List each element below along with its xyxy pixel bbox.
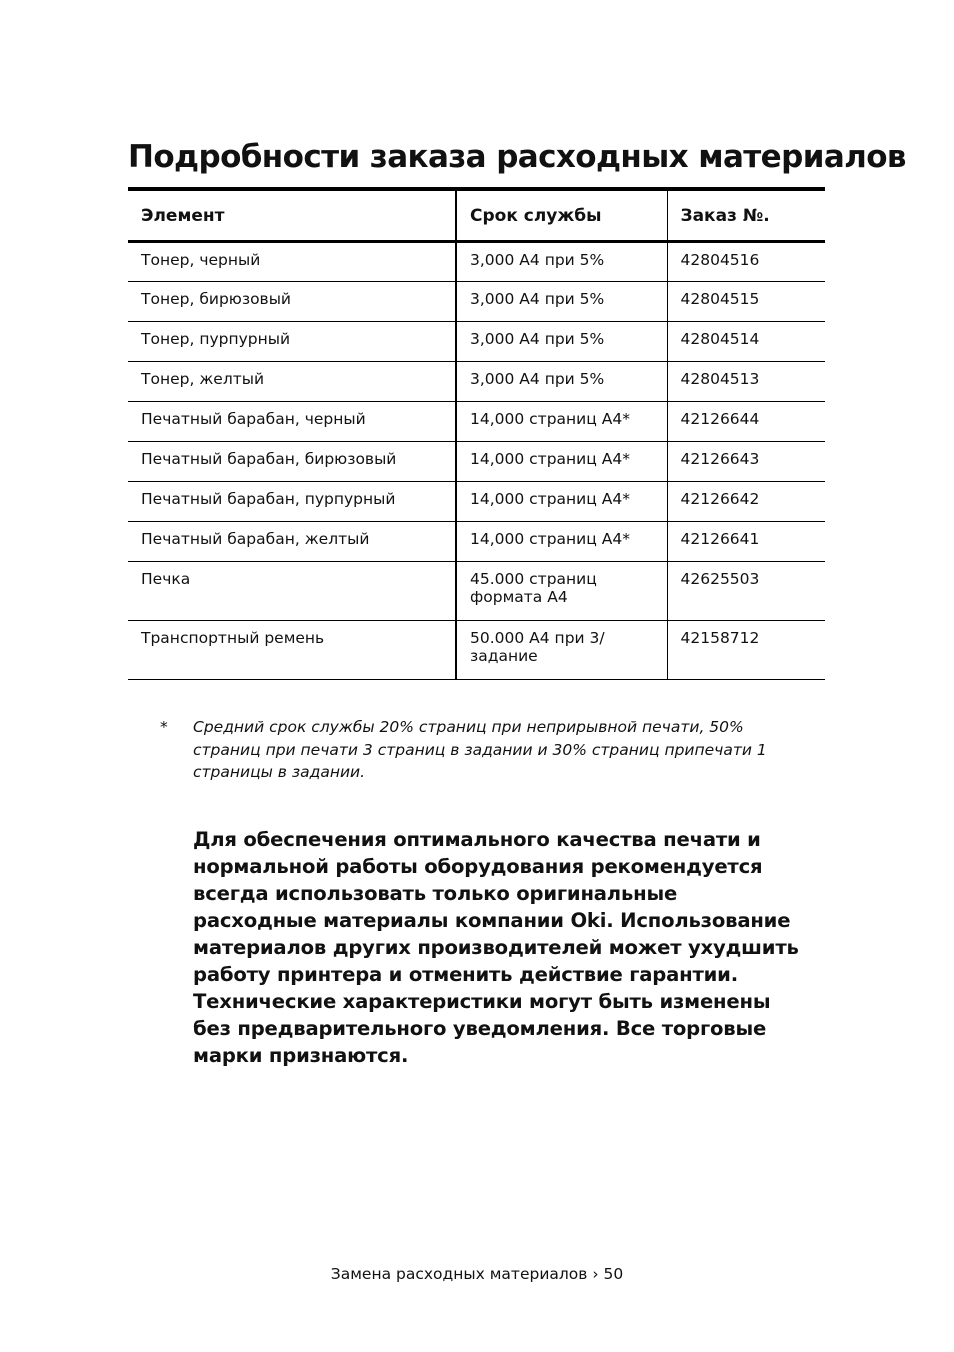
cell-order-no: 42126641 [680, 530, 760, 548]
notice-paragraph: Для обеспечения оптимального качества печати и нормальной работы оборудования рекомендуется всегда использовать только оригинальные расходные материалы компании Oki. Использование материалов других производителей может ухудшить работу принтера и отменить действие гарантии. Технические характеристики могут быть изменены без предварительного уведомления. Все торговые марки признаются. [193, 827, 799, 1067]
table-row [128, 621, 825, 680]
cell-lifetime: 3,000 A4 при 5% [456, 282, 667, 322]
cell-order-no: 42804516 [680, 251, 760, 269]
cell-order-no: 42625503 [680, 570, 760, 588]
footnote-text: Средний срок службы 20% страниц при неприрывной печати, 50% страниц при печати 3 страниц в задании и 30% страниц припечати 1 страницы в задании. [193, 718, 767, 781]
footnote [160, 716, 800, 784]
table-row [128, 482, 825, 522]
cell-lifetime: 45.000 страниц формата A4 [456, 562, 667, 621]
cell-lifetime: 3,000 A4 при 5% [456, 242, 667, 282]
cell-order-no: 42126643 [680, 450, 760, 468]
cell-order-no: 42158712 [680, 629, 760, 647]
supplies-table [128, 187, 825, 680]
table-row [128, 322, 825, 362]
table-row [128, 282, 825, 322]
table-row [128, 562, 825, 621]
column-header-item: Элемент [128, 189, 456, 242]
cell-item: Печатный барабан, пурпурный [128, 482, 456, 522]
cell-item: Тонер, желтый [128, 362, 456, 402]
cell-item: Тонер, черный [128, 242, 456, 282]
footnote-asterisk: * [160, 718, 168, 736]
cell-lifetime: 14,000 страниц A4* [456, 522, 667, 562]
cell-order-no: 42126642 [680, 490, 760, 508]
cell-lifetime: 14,000 страниц A4* [456, 442, 667, 482]
page-footer: Замена расходных материалов › 50 [330, 1265, 624, 1283]
table-row [128, 242, 825, 282]
cell-lifetime: 50.000 A4 при 3/задание [456, 621, 667, 680]
page-title: Подробности заказа расходных материалов [128, 138, 906, 175]
cell-order-no: 42804513 [680, 370, 760, 388]
cell-order-no: 42804514 [680, 330, 760, 348]
table-row [128, 362, 825, 402]
cell-item: Транспортный ремень [128, 621, 456, 680]
cell-lifetime: 14,000 страниц A4* [456, 402, 667, 442]
cell-item: Печатный барабан, желтый [128, 522, 456, 562]
table-row [128, 442, 825, 482]
cell-item: Печка [128, 562, 456, 621]
cell-item: Тонер, пурпурный [128, 322, 456, 362]
cell-lifetime: 14,000 страниц A4* [456, 482, 667, 522]
cell-lifetime: 3,000 A4 при 5% [456, 362, 667, 402]
cell-item: Печатный барабан, бирюзовый [128, 442, 456, 482]
table-header-row [128, 189, 825, 242]
cell-order-no: 42126644 [680, 410, 760, 428]
cell-lifetime: 3,000 A4 при 5% [456, 322, 667, 362]
table-row [128, 522, 825, 562]
column-header-lifetime: Срок службы [456, 189, 667, 242]
column-header-order-no: Заказ №. [680, 205, 770, 226]
table-row [128, 402, 825, 442]
cell-item: Печатный барабан, черный [128, 402, 456, 442]
cell-order-no: 42804515 [680, 290, 760, 308]
cell-item: Тонер, бирюзовый [128, 282, 456, 322]
